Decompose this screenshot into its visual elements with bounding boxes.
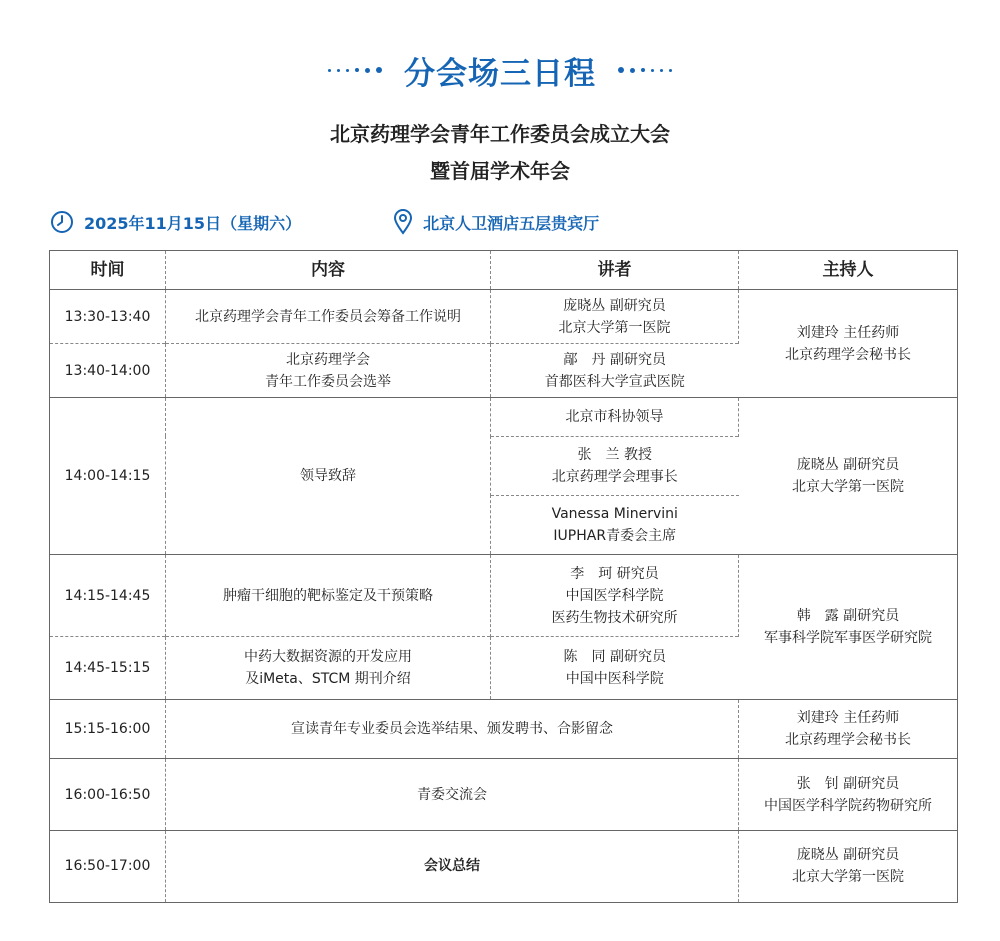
- time-cell: 14:45-15:15: [50, 637, 166, 700]
- content-cell: 领导致辞: [166, 398, 491, 554]
- speaker-cell: [491, 554, 739, 636]
- title-row: [0, 40, 1000, 100]
- table-row: [50, 830, 958, 902]
- speaker-cell: [491, 436, 739, 495]
- speaker-cell: [491, 344, 739, 398]
- event-info: [50, 207, 599, 237]
- table-row: [50, 554, 958, 636]
- page-title: 分会场三日程: [404, 55, 596, 92]
- time-cell: 16:00-16:50: [50, 759, 166, 830]
- speaker-affiliation: IUPHAR青委会主席: [553, 527, 677, 544]
- host-name: 庞晓丛 副研究员: [796, 847, 900, 864]
- host-name: 张 钊 副研究员: [796, 775, 900, 792]
- subtitle-line-1: 北京药理学会青年工作委员会成立大会: [330, 122, 670, 146]
- time-cell: 16:50-17:00: [50, 830, 166, 902]
- event-date: [50, 210, 301, 234]
- speaker-affiliation: 首都医科大学宣武医院: [544, 373, 685, 390]
- speaker-cell: [491, 495, 739, 554]
- host-affiliation: 中国医学科学院药物研究所: [764, 797, 932, 814]
- event-location: [393, 209, 599, 235]
- speaker-name: 鄗 丹 副研究员: [563, 351, 666, 368]
- table-header-row: [50, 251, 958, 290]
- schedule-table: [49, 250, 958, 903]
- content-cell: 宣读青年专业委员会选举结果、颁发聘书、合影留念: [166, 700, 739, 759]
- host-name: 庞晓丛 副研究员: [796, 457, 900, 474]
- title-dots-left: [328, 67, 382, 73]
- speaker-name: Vanessa Minervini: [551, 505, 678, 522]
- speaker-name: 张 兰 教授: [577, 446, 652, 463]
- header-content: 内容: [166, 251, 491, 290]
- header-speaker: 讲者: [491, 251, 739, 290]
- host-cell: [739, 759, 958, 830]
- speaker-name: 庞晓丛 副研究员: [563, 297, 666, 314]
- content-cell: 肿瘤干细胞的靶标鉴定及干预策略: [166, 554, 491, 636]
- speaker-affiliation: 中国医学科学院: [565, 587, 664, 604]
- host-name: 刘建玲 主任药师: [796, 710, 900, 727]
- speaker-name: 陈 同 副研究员: [563, 649, 666, 666]
- content-line: 中药大数据资源的开发应用: [244, 649, 412, 666]
- header-host: 主持人: [739, 251, 958, 290]
- speaker-cell: 北京市科协领导: [491, 398, 739, 436]
- clock-icon: [50, 210, 74, 234]
- host-affiliation: 北京药理学会秘书长: [785, 346, 911, 363]
- host-name: 韩 露 副研究员: [796, 608, 900, 625]
- speaker-cell: [491, 290, 739, 344]
- time-cell: 13:40-14:00: [50, 344, 166, 398]
- header-time: 时间: [50, 251, 166, 290]
- subtitle-line-2: 暨首届学术年会: [430, 159, 570, 183]
- speaker-name: 李 珂 研究员: [570, 565, 659, 582]
- host-affiliation: 北京大学第一医院: [792, 869, 904, 886]
- time-cell: 15:15-16:00: [50, 700, 166, 759]
- location-pin-icon: [393, 209, 413, 235]
- speaker-affiliation: 中国中医科学院: [565, 671, 664, 688]
- content-cell: 青委交流会: [166, 759, 739, 830]
- speaker-cell: [491, 637, 739, 700]
- table-row: [50, 759, 958, 830]
- speaker-affiliation: 医药生物技术研究所: [551, 609, 678, 626]
- table-row: [50, 700, 958, 759]
- time-cell: 14:15-14:45: [50, 554, 166, 636]
- content-line: 北京药理学会: [286, 351, 370, 368]
- host-cell: [739, 290, 958, 398]
- title-dots-right: [618, 67, 672, 73]
- time-cell: 14:00-14:15: [50, 398, 166, 554]
- event-date-text: 2025年11月15日（星期六）: [84, 213, 302, 233]
- content-cell: 会议总结: [166, 830, 739, 902]
- host-affiliation: 北京大学第一医院: [792, 479, 904, 496]
- time-cell: 13:30-13:40: [50, 290, 166, 344]
- host-name: 刘建玲 主任药师: [796, 324, 900, 341]
- speaker-affiliation: 北京药理学会理事长: [551, 468, 678, 485]
- speaker-affiliation: 北京大学第一医院: [558, 319, 671, 336]
- table-row: [50, 290, 958, 344]
- host-affiliation: 军事科学院军事医学研究院: [764, 630, 932, 647]
- content-cell: 北京药理学会青年工作委员会筹备工作说明: [166, 290, 491, 344]
- host-cell: [739, 700, 958, 759]
- host-affiliation: 北京药理学会秘书长: [785, 732, 911, 749]
- content-line: 青年工作委员会选举: [265, 373, 391, 390]
- host-cell: [739, 830, 958, 902]
- content-cell: [166, 637, 491, 700]
- table-row: [50, 398, 958, 436]
- host-cell: [739, 398, 958, 554]
- content-cell: [166, 344, 491, 398]
- event-location-text: 北京人卫酒店五层贵宾厅: [423, 213, 600, 233]
- content-line: 及iMeta、STCM 期刊介绍: [245, 671, 411, 688]
- host-cell: [739, 554, 958, 699]
